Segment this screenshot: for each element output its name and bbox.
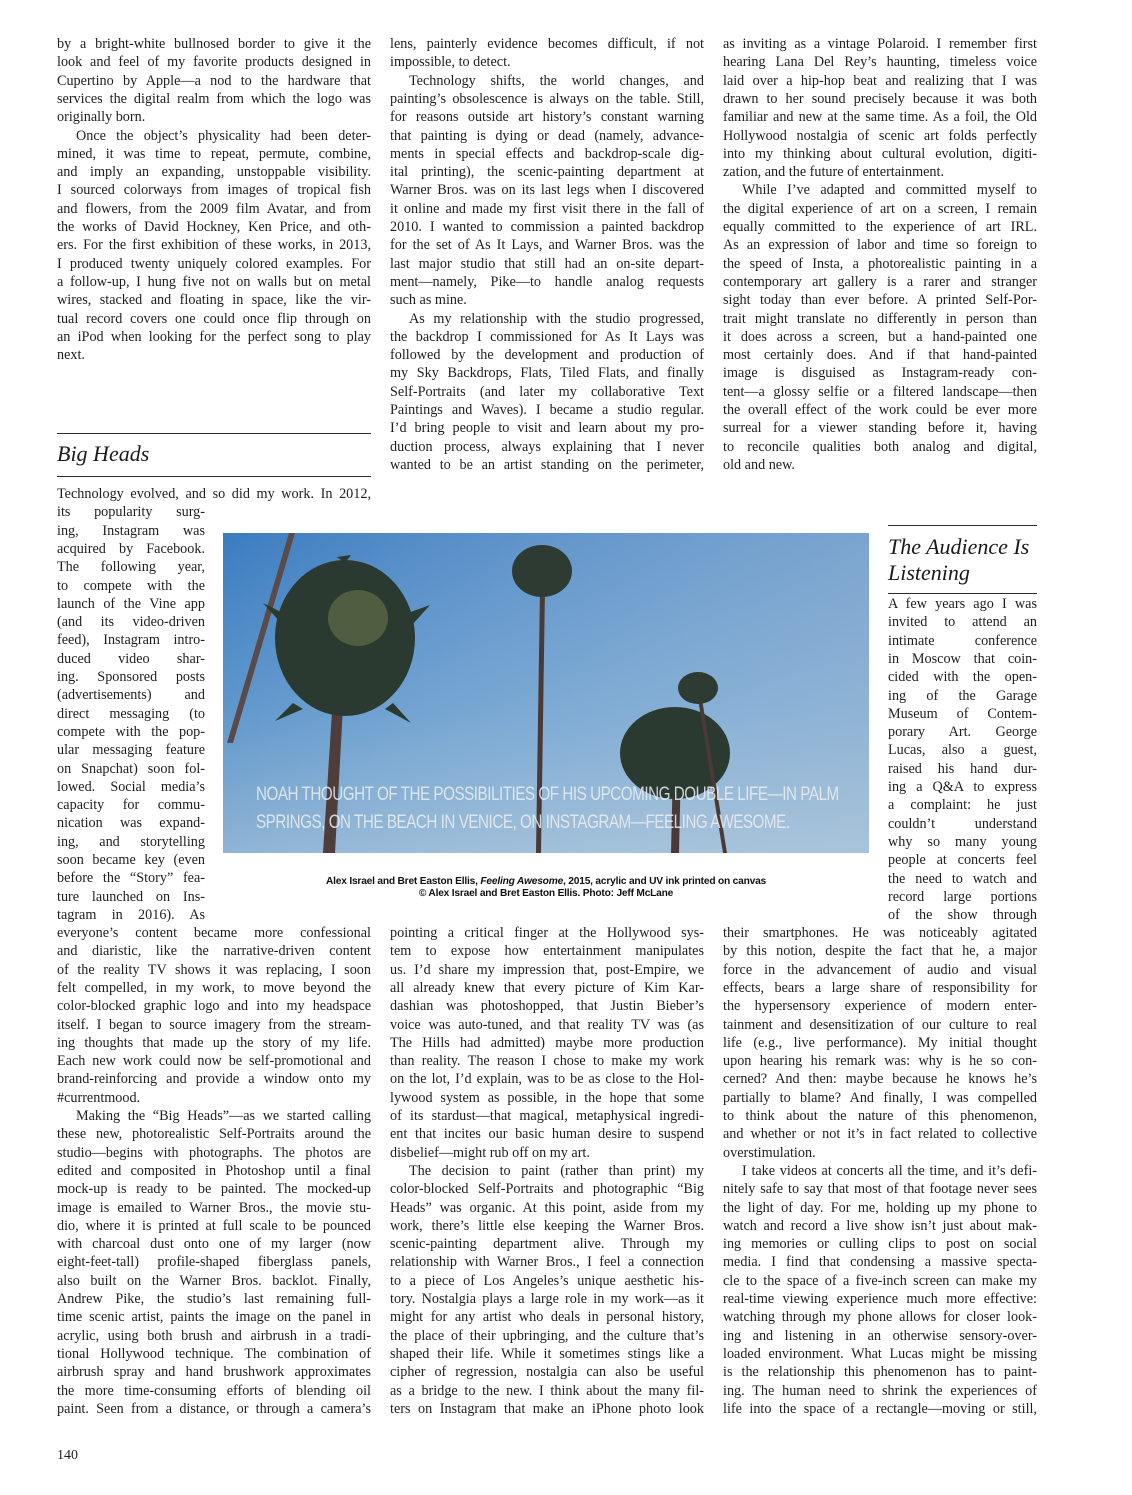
text-line: surreal for a viewer standing before it, having <box>723 420 1037 437</box>
text-line: painting’s obsolescence is always on the table. Still, <box>390 90 704 107</box>
text-line: real-time viewing experience much more effective: <box>723 1291 1037 1307</box>
text-line: the backdrop I commissioned for As It Lays was <box>390 328 704 345</box>
text-line: ment—namely, Pike—to handle analog requests <box>390 273 704 290</box>
text-line: upon hearing his remark was: why is he so con- <box>723 1053 1037 1070</box>
text-line: cided with the open- <box>888 669 1037 686</box>
text-line: drawn to her sound precisely because it was both <box>723 90 1037 107</box>
text-line: ing. The human need to shrink the experiences of <box>723 1382 1037 1399</box>
text-line: the speed of Insta, a photorealistic painting in a <box>723 255 1037 272</box>
text-line: launch of the Vine app <box>57 595 205 612</box>
text-line: Making the “Big Heads”—as we started calling <box>76 1108 371 1124</box>
text-line: ent that incites our basic human desire to suspend <box>390 1126 704 1143</box>
text-line: media. I find that condensing a massive specta- <box>723 1254 1037 1271</box>
text-line: effects, bears a large share of responsibility for <box>723 979 1037 996</box>
text-line: the light of day. For me, holding up my phone to <box>723 1199 1037 1216</box>
text-line: (and its video-driven <box>57 614 205 631</box>
text-line: tional Hollywood technique. The combination of <box>57 1345 371 1362</box>
text-line: life (e.g., live performance). My initial thought <box>723 1034 1037 1051</box>
text-line: these new, photorealistic Self-Portraits around the <box>57 1126 371 1143</box>
text-line: the hypersensory experience of modern enter- <box>723 998 1037 1015</box>
text-line: cipher of regression, nostalgia can also be useful <box>390 1364 704 1381</box>
text-line: laid over a hip-hop beat and realizing that I was <box>723 72 1037 89</box>
caption-medium: , 2015, acrylic and UV ink printed on canvas <box>563 876 767 887</box>
text-line: porary Art. George <box>888 724 1037 741</box>
text-line: itself. I began to source imagery from the stream- <box>57 1016 371 1033</box>
text-line: their smartphones. He was noticeably agitated <box>723 925 1037 941</box>
text-line: watch and record a live show isn’t just about mak- <box>723 1217 1037 1234</box>
text-line: sight today than ever before. A printed Self-Por- <box>723 292 1037 309</box>
text-line: The following year, <box>57 559 205 576</box>
text-line: compete with the pop- <box>57 723 205 740</box>
text-line: hearing Lana Del Rey’s haunting, timeless voice <box>723 54 1037 71</box>
text-line: with charcoal dust onto one of my larger (now <box>57 1236 371 1253</box>
text-line: mined, it was time to repeat, permute, combine, <box>57 145 371 162</box>
text-line: most certainly does. And if that hand-painted <box>723 347 1037 364</box>
figure-caption-line-2: © Alex Israel and Bret Easton Ellis. Photo: Jeff McLane <box>418 888 674 899</box>
text-line: While I’ve adapted and committed myself to <box>742 182 1037 199</box>
text-line: it online and made my first visit there in the fall of <box>390 200 704 217</box>
text-line: couldn’t understand <box>888 815 1037 832</box>
text-line: tual record covers one could once flip through on <box>57 310 371 327</box>
text-line: Cupertino by Apple—a nod to the hardware that <box>57 72 371 89</box>
text-line: Technology evolved, and so did my work. In 2012, <box>57 486 371 502</box>
text-line: wires, stacked and floating in space, like the vir- <box>57 292 371 309</box>
figure-caption-line-1 <box>223 876 869 888</box>
text-line: Each new work could now be self-promotional and <box>57 1053 371 1070</box>
text-line: as a bridge to the new. I think about the many fil- <box>390 1382 704 1399</box>
heading-rule-top <box>888 525 1037 526</box>
palm-crown-right <box>678 672 718 704</box>
painted-text-line-1: NOAH THOUGHT OF THE POSSIBILITIES OF HIS UPCOMING DOUBLE LIFE—IN PALM <box>256 783 839 805</box>
text-line: by a bright-white bullnosed border to give it the <box>57 36 371 52</box>
text-line: ing of the Garage <box>888 687 1037 704</box>
text-line: overstimulation. <box>723 1144 816 1161</box>
text-line: ers. For the first exhibition of these works, in 2013, <box>57 237 371 254</box>
text-line: #currentmood. <box>57 1089 141 1106</box>
text-line: 2010. I wanted to commission a painted backdrop <box>390 219 704 235</box>
text-line: eight-feet-tall) profile-shaped fiberglass panels, <box>57 1254 371 1271</box>
text-line: edited and composited in Photoshop until a final <box>57 1162 371 1179</box>
text-line: to compete with the <box>57 577 205 594</box>
text-line: impossible, to detect. <box>390 54 511 71</box>
text-line: As an expression of labor and time so foreign to <box>723 237 1037 254</box>
text-line: ing memories or culling clips to post on social <box>723 1236 1037 1253</box>
text-line: on Snapchat) soon fol- <box>57 760 205 777</box>
text-line: the digital experience of art on a screen, I remain <box>723 200 1037 217</box>
text-line: lowed. Social media’s <box>57 778 205 795</box>
text-line: partially to blame? And finally, I was compelled <box>723 1089 1037 1106</box>
text-line: relationship with Warner Bros., I feel a connection <box>390 1254 704 1271</box>
text-line: disbelief—might rub off on my art. <box>390 1144 590 1161</box>
text-line: color-blocked Self-Portraits and photographic “Big <box>390 1181 704 1198</box>
text-line: us. I’d share my impression that, post-Empire, we <box>390 961 704 978</box>
text-line: cerned? And then: maybe because he knows he’s <box>723 1071 1037 1088</box>
text-line: Museum of Contem- <box>888 705 1037 722</box>
text-line: Paintings and Waves). I became a studio regular. <box>390 402 704 418</box>
text-line: life into the space of a rectangle—moving or still, <box>723 1400 1037 1417</box>
text-line: services the digital realm from which the logo was <box>57 90 371 107</box>
heading-rule-bottom <box>57 476 371 477</box>
text-line: originally born. <box>57 109 146 126</box>
text-line: of the show through <box>888 907 1037 924</box>
text-line: of its stardust—that magical, metaphysical ingredi- <box>390 1108 704 1124</box>
text-line: ture launched on Ins- <box>57 888 205 905</box>
text-line: ital printing), the scenic-painting department at <box>390 164 704 181</box>
text-line: time scenic artist, paints the image on the panel in <box>57 1309 371 1326</box>
text-line: Lucas, also a guest, <box>888 742 1037 759</box>
text-line: watching through my phone allows for closer look- <box>723 1309 1037 1326</box>
text-line: Hollywood nostalgia of scenic art folds perfectly <box>723 127 1037 144</box>
text-line: the works of David Hockney, Ken Price, and oth- <box>57 219 371 235</box>
text-line: for the set of As It Lays, and Warner Bros. was the <box>390 237 704 254</box>
text-line: invited to attend an <box>888 614 1037 631</box>
text-line: force in the advancement of audio and visual <box>723 961 1037 978</box>
text-line: to a piece of Los Angeles’s unique aesthetic his- <box>390 1272 704 1289</box>
text-line: color-blocked graphic logo and into my headspace <box>57 998 371 1015</box>
section-heading-audience-line-2: Listening <box>888 560 970 585</box>
text-line: it does across a screen, but a hand-painted one <box>723 328 1037 345</box>
text-line: into my thinking about cultural evolution, digiti- <box>723 145 1037 162</box>
text-line: contemporary art gallery is a rarer and stranger <box>723 273 1037 290</box>
section-heading-audience-line-1: The Audience Is <box>888 534 1030 559</box>
text-line: zation, and the future of entertainment. <box>723 164 945 181</box>
text-line: A few years ago I was <box>888 596 1037 612</box>
text-line: I sourced colorways from images of tropical fish <box>57 182 371 199</box>
text-line: last major studio that still had an on-site depart- <box>390 255 704 272</box>
text-line: a complaint: he just <box>888 797 1037 814</box>
text-line: also built on the Warner Bros. backlot. Finally, <box>57 1272 371 1289</box>
text-line: an iPod when looking for the perfect song to play <box>57 328 371 345</box>
text-line: image is emailed to Warner Bros., the movie stu- <box>57 1199 371 1216</box>
text-line: people at concerts feel <box>888 852 1037 869</box>
text-line: duction process, always explaining that I never <box>390 438 704 455</box>
heading-rule-bottom <box>888 593 1037 594</box>
text-line: ments in special effects and backdrop-scale dig- <box>390 145 704 162</box>
text-line: record large portions <box>888 888 1037 905</box>
text-line: As my relationship with the studio progressed, <box>409 310 704 327</box>
text-line: Self-Portraits (and later my collaborative Text <box>390 383 704 400</box>
text-line: the overall effect of the work could be ever more <box>723 402 1037 418</box>
text-line: for reasons outside art history’s constant warning <box>390 109 704 126</box>
text-line: look and feel of my favorite products designed in <box>57 54 371 71</box>
text-line: studio—begins with photographs. The photos are <box>57 1144 371 1161</box>
text-line: loaded environment. What Lucas might be missing <box>723 1345 1037 1362</box>
text-line: direct messaging (to <box>57 705 205 722</box>
text-line: a follow-up, I hung five not on walls but on metal <box>57 273 371 290</box>
text-line: the need to watch and <box>888 870 1037 887</box>
text-line: brand-reinforcing and provide a window onto my <box>57 1071 371 1088</box>
text-line: tem to expose how entertainment manipulates <box>390 943 704 960</box>
text-line: and whether or not it’s in fact related to collective <box>723 1126 1037 1143</box>
text-line: The Hills had admitted) maybe more production <box>390 1034 704 1051</box>
text-line: Once the object’s physicality had been deter- <box>76 127 371 144</box>
text-line: shaped their life. While it sometimes stings like a <box>390 1345 704 1362</box>
text-line: raised his hand dur- <box>888 760 1037 777</box>
text-line: Technology shifts, the world changes, and <box>409 72 704 89</box>
text-line: followed by the development and production of <box>390 347 704 364</box>
text-line: paint. Seen from a distance, or through a camera’s <box>57 1400 371 1417</box>
text-line: image is disguised as Instagram-ready con- <box>723 365 1037 382</box>
text-line: why so many young <box>888 833 1037 850</box>
text-line: all already knew that every picture of Kim Kar- <box>390 979 704 996</box>
text-line: I take videos at concerts all the time, and it’s defi- <box>742 1162 1037 1179</box>
painted-text-line-2: SPRINGS, ON THE BEACH IN VENICE, ON INSTAGRAM—FEELING AWESOME. <box>256 811 790 833</box>
text-line: Heads” was organic. At this point, aside from my <box>390 1199 704 1216</box>
text-line: everyone’s content became more confessional <box>57 925 371 941</box>
text-line: I produced twenty uniquely colored examples. For <box>57 255 371 272</box>
text-line: ing and listening in an otherwise sensory-over- <box>723 1327 1037 1344</box>
text-line: might for any artist who deals in personal history, <box>390 1309 704 1326</box>
caption-artists: Alex Israel and Bret Easton Ellis, <box>325 876 481 887</box>
text-line: cle to the space of a five-inch screen can make my <box>723 1272 1037 1289</box>
text-line: trait might translate no differently in person than <box>723 310 1037 327</box>
text-line: nication was expand- <box>57 815 205 832</box>
text-line: the place of their upbringing, and the culture that’s <box>390 1327 704 1344</box>
text-line: soon became key (even <box>57 852 205 868</box>
heading-rule-top <box>57 433 371 434</box>
text-line: (advertisements) and <box>57 687 205 704</box>
text-line: such as mine. <box>390 292 467 309</box>
text-line: ing a Q&A to express <box>888 779 1037 795</box>
text-line: The decision to paint (rather than print) my <box>409 1162 704 1179</box>
text-line: acrylic, using both brush and airbrush in a tradi- <box>57 1327 371 1344</box>
text-line: and flowers, from the 2009 film Avatar, and from <box>57 200 371 217</box>
text-line: Andrew Pike, the studio’s last remaining full- <box>57 1291 371 1307</box>
text-line: to reconcile qualities both analog and digital, <box>723 438 1037 455</box>
text-line: work, there’s little else keeping the Warner Bros. <box>390 1217 704 1234</box>
text-line: acquired by Facebook. <box>57 540 205 557</box>
text-line: before the “Story” fea- <box>57 870 205 887</box>
text-line: old and new. <box>723 456 795 473</box>
text-line: intimate conference <box>888 632 1037 649</box>
text-line: dashian was photoshopped, that Justin Bieber’s <box>390 998 704 1015</box>
section-heading-big-heads: Big Heads <box>57 441 150 466</box>
text-line: feed), Instagram intro- <box>57 632 205 649</box>
text-line: next. <box>57 347 85 364</box>
text-line: in Moscow that coin- <box>888 650 1037 667</box>
text-line: is the relationship this phenomenon has to paint- <box>723 1364 1037 1381</box>
text-line: dio, where it is printed at full scale to be pounced <box>57 1217 371 1234</box>
text-line: my Sky Backdrops, Flats, Tiled Flats, and finally <box>390 365 704 382</box>
text-line: tagram in 2016). As <box>57 906 205 923</box>
text-line: ing, Instagram was <box>57 522 205 539</box>
text-line: pointing a critical finger at the Hollywood sys- <box>390 925 704 941</box>
palm-crown-tall <box>512 545 572 597</box>
text-line: ing. Sponsored posts <box>57 669 205 685</box>
text-line: wanted to be an artist standing on the perimeter, <box>390 456 704 473</box>
text-line: I’d bring people to visit and learn about my pro- <box>390 420 704 437</box>
text-line: Warner Bros. was on its last legs when I discovered <box>390 182 704 199</box>
text-line: and imply an expanding, unstoppable visibility. <box>57 164 371 181</box>
text-line: familiar and new at the same time. As a foil, the Old <box>723 109 1037 126</box>
text-line: ular messaging feature <box>57 742 205 759</box>
text-line: that painting is dying or dead (namely, advance- <box>390 127 704 144</box>
text-line: the more time-consuming efforts of blending oil <box>57 1382 371 1399</box>
text-line: ing, and storytelling <box>57 833 205 850</box>
text-line: lywood system as possible, in the hope that some <box>390 1089 704 1106</box>
text-line: than reality. The reason I chose to make my work <box>390 1053 704 1070</box>
text-line: capacity for commu- <box>57 797 205 814</box>
text-line: nitely safe to say that most of that footage never sees <box>723 1181 1037 1198</box>
text-line: its popularity surg- <box>57 504 205 521</box>
text-line: ing thoughts that made up the story of my life. <box>57 1034 371 1051</box>
caption-artwork-title: Feeling Awesome <box>480 876 564 887</box>
page-number: 140 <box>57 1448 78 1463</box>
text-line: duced video shar- <box>57 650 205 667</box>
text-line: voice was auto-tuned, and that reality TV was (as <box>390 1016 704 1033</box>
text-line: tent—a glossy selfie or a filtered landscape—then <box>723 383 1037 400</box>
text-line: of the reality TV shows it was replacing, I soon <box>57 961 371 978</box>
text-line: mock-up is ready to be painted. The mocked-up <box>57 1181 371 1198</box>
text-line: on the lot, I’d explain, was to be as close to the Hol- <box>390 1071 704 1088</box>
text-line: as inviting as a vintage Polaroid. I remember first <box>723 36 1037 52</box>
text-line: and diaristic, like the narrative-driven content <box>57 943 371 960</box>
text-line: airbrush spray and hand brushwork approximates <box>57 1364 371 1381</box>
text-line: ters on Instagram that make an iPhone photo look <box>390 1400 704 1417</box>
text-line: equally committed to the experience of art IRL. <box>723 219 1037 235</box>
text-line: tainment and desensitization of our culture to real <box>723 1016 1037 1033</box>
text-line: felt compelled, in my work, to move beyond the <box>57 979 371 996</box>
artwork-image-feeling-awesome <box>223 533 869 853</box>
text-line: by this notion, despite the fact that he, a major <box>723 943 1037 960</box>
text-line: to think about the nature of this phenomenon, <box>723 1108 1037 1124</box>
text-line: tory. Nostalgia plays a large role in my work—as it <box>390 1291 704 1307</box>
text-line: lens, painterly evidence becomes difficult, if not <box>390 36 704 52</box>
text-line: scenic-painting department alive. Through my <box>390 1236 704 1253</box>
